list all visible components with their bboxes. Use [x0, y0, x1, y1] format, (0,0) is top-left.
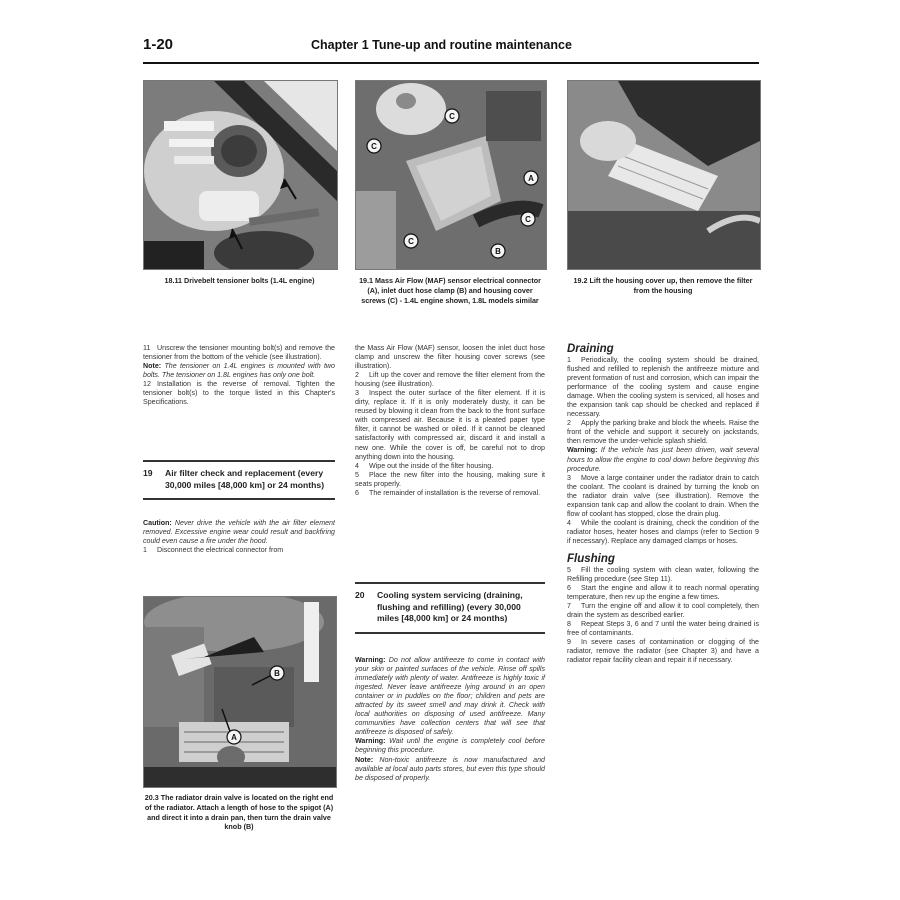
filter-housing-photo-icon: [568, 81, 760, 269]
svg-text:C: C: [525, 215, 531, 224]
figure-19-2-caption: 19.2 Lift the housing cover up, then remove the filter from the housing: [573, 276, 753, 295]
step-6-flushing: 6 Start the engine and allow it to reach normal operating temperature, then rev up the engine a few times.: [567, 584, 759, 602]
page-header: [143, 36, 759, 58]
step-5-flushing: 5 Fill the cooling system with clean water, following the Refilling procedure (see Step 11).: [567, 565, 759, 584]
warning-antifreeze: Warning: Do not allow antifreeze to come in contact with your skin or painted surfaces of the vehicle. Rinse off spills immediately with plenty of water. Antifreeze is highly toxic if ingested. Never leave antifreeze lying around in an open container or in puddles on the floor; children and pets are attracted by its sweet smell and may drink it. Check with local authorities on disposing of used antifreeze. Many communities have collection centers that will see that antifreeze is disposed of safely.: [355, 656, 545, 737]
svg-text:A: A: [231, 733, 237, 742]
step-1-draining: 1 Periodically, the cooling system should be drained, flushed and refilled to replenish the antifreeze mixture and prevent formation of rust and corrosion, which can impair the performance of the cooling system and cause engine damage. When the cooling system is serviced, all hoses and the expansion tank cap should be checked and replaced if necessary.: [567, 356, 759, 419]
step-2-draining: 2 Apply the parking brake and block the wheels. Raise the front of the vehicle and support it securely on jackstands, then remove the under-vehicle splash shield.: [567, 419, 759, 446]
step-12: 12 Installation is the reverse of removal. Tighten the tensioner bolt(s) to the torque listed in this Chapter's Specifications.: [143, 380, 335, 407]
step-9-flushing: 9 In severe cases of contamination or clogging of the radiator, remove the radiator (see Chapter 3) and have a radiator repair facility clean and repair it if necessary.: [567, 638, 759, 665]
warning-engine-cool: Warning: Wait until the engine is completely cool before beginning this procedure.: [355, 737, 545, 755]
step-2-air-filter: 2 Lift up the cover and remove the filter element from the housing (see illustration).: [355, 371, 545, 389]
step-7-flushing: 7 Turn the engine off and allow it to cool completely, then drain the system as described earlier.: [567, 602, 759, 620]
figure-20-3-photo: [143, 596, 337, 788]
figure-20-3-caption: 20.3 The radiator drain valve is located on the right end of the radiator. Attach a length of hose to the spigot (A) and direct it into a drain pan, then turn the drain valve knob (B): [144, 793, 334, 832]
header-divider: [143, 62, 759, 64]
figure-19-1-photo: [355, 80, 547, 270]
maf-sensor-photo-icon: [356, 81, 546, 269]
section-20-heading: 20 Cooling system servicing (draining, flushing and refilling) (every 30,000 miles [48,000 km] or 24 months): [355, 582, 545, 634]
step-8-flushing: 8 Repeat Steps 3, 6 and 7 until the water being drained is free of contaminants.: [567, 620, 759, 638]
note-tensioner: Note: The tensioner on 1.4L engines is mounted with two bolts. The tensioner on 1.8L engines has only one bolt.: [143, 362, 335, 380]
column-1-text: [143, 344, 335, 407]
svg-text:C: C: [371, 142, 377, 151]
svg-text:C: C: [408, 237, 414, 246]
chapter-title: Chapter 1 Tune-up and routine maintenance: [311, 38, 572, 52]
svg-text:C: C: [449, 112, 455, 121]
step-1-air-filter: 1 Disconnect the electrical connector from: [143, 546, 284, 555]
radiator-drain-photo-icon: [144, 597, 336, 787]
column-1-section-19-text: [143, 519, 335, 555]
step-11: 11 Unscrew the tensioner mounting bolt(s) and remove the tensioner from the bottom of the vehicle (see illustration).: [143, 344, 335, 362]
figure-18-11-caption: 18.11 Drivebelt tensioner bolts (1.4L engine): [164, 276, 315, 285]
flushing-heading: Flushing: [567, 552, 615, 565]
draining-heading: Draining: [567, 343, 614, 355]
figure-19-2-photo: [567, 80, 761, 270]
note-nontoxic: Note: Non-toxic antifreeze is now manufactured and available at local auto parts stores, but even this type should be disposed of properly.: [355, 755, 545, 782]
step-3-draining: 3 Move a large container under the radiator drain to catch the coolant. The coolant is drained by turning the knob on the radiator drain valve (see illustration). Remove the expansion tank cap and allow the coolant to drain. When the flow of coolant has stopped, close the drain plug.: [567, 473, 759, 518]
step-4-air-filter: 4 Wipe out the inside of the filter housing.: [355, 461, 494, 470]
svg-text:B: B: [495, 247, 501, 256]
column-3-text: [567, 342, 759, 666]
manual-page: [143, 30, 759, 860]
step-4-draining: 4 While the coolant is draining, check the condition of the radiator hoses, heater hoses and clamps (refer to Section 9 if necessary). Replace any damaged clamps or hoses.: [567, 518, 759, 545]
svg-text:B: B: [274, 669, 280, 678]
caution-air-filter: Caution: Never drive the vehicle with the air filter element removed. Excessive engine wear could result and backfiring could even cause a fire under the hood.: [143, 519, 335, 546]
figure-18-11-photo: [143, 80, 338, 270]
warning-just-driven: Warning: If the vehicle has just been driven, wait several hours to allow the engine to cool down before beginning this procedure.: [567, 446, 759, 473]
step-6-air-filter: 6 The remainder of installation is the reverse of removal.: [355, 488, 541, 497]
column-2-section-20-text: [355, 656, 545, 783]
step-5-air-filter: 5 Place the new filter into the housing, making sure it seats properly.: [355, 470, 545, 488]
column-2-text: [355, 344, 545, 498]
figure-19-1-caption: 19.1 Mass Air Flow (MAF) sensor electrical connector (A), inlet duct hose clamp (B) and housing cover screws (C) - 1.4L engine shown, 1.8L models similar: [359, 276, 541, 305]
svg-text:A: A: [528, 174, 534, 183]
page-number: 1-20: [143, 36, 174, 53]
section-19-heading: 19 Air filter check and replacement (every 30,000 miles [48,000 km] or 24 months): [143, 460, 335, 500]
step-3-air-filter: 3 Inspect the outer surface of the filter element. If it is dirty, replace it. If it is only moderately dusty, it can be reused by blowing it clean from the back to the front surface with compressed air. Because it is a pleated paper type filter, it cannot be washed or oiled. If it cannot be cleaned satisfactorily with compressed air, discard it and install a new one. While the cover is off, be careful not to drop anything down into the housing.: [355, 389, 545, 461]
alternator-photo-icon: [144, 81, 337, 269]
step-1-continued: the Mass Air Flow (MAF) sensor, loosen the inlet duct hose clamp and unscrew the filter housing cover screws (see illustration).: [355, 344, 545, 371]
